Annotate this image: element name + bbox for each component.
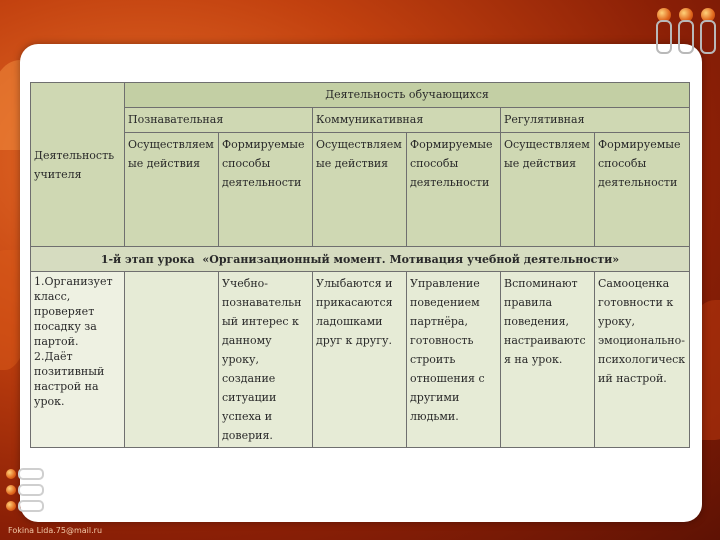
subcolumn-header: Осуществляемые действия [313, 133, 407, 247]
clip-icon [6, 500, 44, 512]
students-activity-header: Деятельность обучающихся [125, 83, 690, 108]
footer-credit: Fokina Lida.75@mail.ru [8, 526, 103, 535]
table-cell: Улыбаются и прикасаются ладошками друг к другу. [313, 272, 407, 448]
decorative-clips [656, 8, 716, 54]
decorative-side-clips [6, 468, 44, 512]
subcolumn-header: Осуществляемые действия [501, 133, 595, 247]
clip-icon [6, 484, 44, 496]
clip-icon [700, 8, 716, 54]
stage-row [31, 247, 690, 272]
subcolumn-header: Осуществляемые действия [125, 133, 219, 247]
group-header-regulatory: Регулятивная [501, 108, 690, 133]
table-cell: Самооценка готовности к уроку, эмоционально-психологический настрой. [595, 272, 690, 448]
table-cell [125, 272, 219, 448]
lesson-table [30, 82, 690, 448]
clip-icon [6, 468, 44, 480]
subcolumn-header: Формируемые способы деятельности [219, 133, 313, 247]
table-cell: Учебно-познавательный интерес к данному уроку, создание ситуации успеха и доверия. [219, 272, 313, 448]
stage-prefix: 1-й этап урока [100, 252, 195, 266]
subcolumn-header: Формируемые способы деятельности [407, 133, 501, 247]
subcolumn-header: Формируемые способы деятельности [595, 133, 690, 247]
clip-icon [656, 8, 672, 54]
stage-title: «Организационный момент. Мотивация учебной деятельности» [202, 252, 620, 266]
teacher-activity-header: Деятельность учителя [31, 83, 125, 247]
clip-icon [678, 8, 694, 54]
table-cell: Вспоминают правила поведения, настраиваются на урок. [501, 272, 595, 448]
table-cell: Управление поведением партнёра, готовность строить отношения с другими людьми. [407, 272, 501, 448]
teacher-actions-cell: 1.Организует класс, проверяет посадку за партой. 2.Даёт позитивный настрой на урок. [31, 272, 125, 448]
group-header-communicative: Коммуникативная [313, 108, 501, 133]
group-header-cognitive: Познавательная [125, 108, 313, 133]
